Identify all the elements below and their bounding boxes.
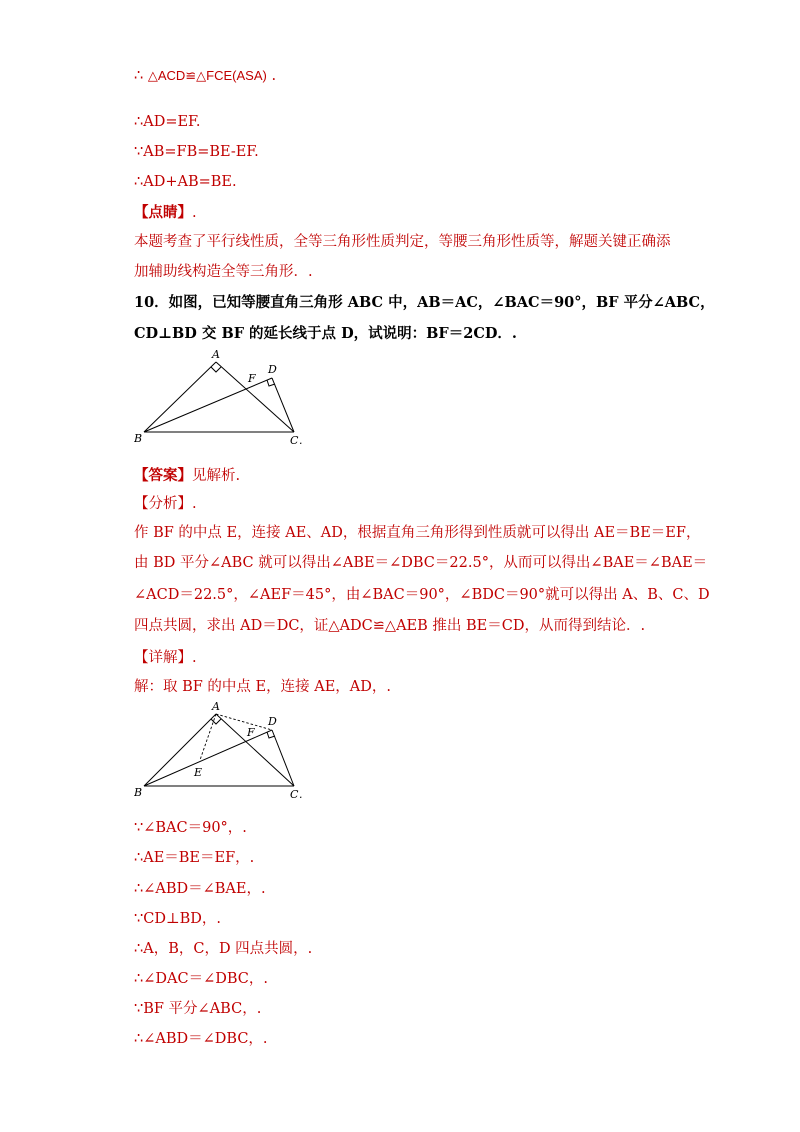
analysis-para-2: 由 BD 平分∠ABC 就可以得出∠ABE＝∠DBC＝22.5°，从而可以得出∠BAE＝∠BAE＝ <box>134 555 708 571</box>
label-a: A <box>212 348 220 361</box>
step-7: ∵BF 平分∠ABC，. <box>134 1001 262 1017</box>
analysis-para-4: 四点共圆，求出 AD＝DC，证△ADC≌△AEB 推出 BE＝CD，从而得到结论．. <box>134 618 646 634</box>
step-5: ∴A，B，C，D 四点共圆，. <box>134 941 313 957</box>
dianjing-para-2: 加辅助线构造全等三角形．. <box>134 264 313 280</box>
analysis-para-3: ∠ACD＝22.5°，∠AEF＝45°，由∠BAC＝90°，∠BDC＝90°就可以得出 A、B、C、D <box>134 587 710 603</box>
label-c-2: C <box>290 788 299 801</box>
congruence-text: △ACD≌△FCE(ASA) <box>147 68 267 83</box>
step-2: ∴AE＝BE＝EF，. <box>134 850 255 866</box>
dianjing-label: 【点睛】 <box>134 204 192 221</box>
label-c: C <box>290 434 299 446</box>
problem-line-2: CD⊥BD 交 BF 的延长线于点 D，试说明：BF＝2CD．. <box>134 325 517 342</box>
step-6: ∴∠DAC＝∠DBC，. <box>134 971 268 987</box>
figure-dot: . <box>299 434 303 446</box>
label-d: D <box>268 363 277 376</box>
label-e-2: E <box>194 766 203 779</box>
answer-line <box>134 466 240 486</box>
label-d-2: D <box>268 715 277 728</box>
figure-triangle-1 <box>134 346 314 446</box>
figure-dot-2: . <box>299 788 303 801</box>
detail-heading: 【详解】. <box>134 650 197 666</box>
label-b: B <box>134 432 143 445</box>
line-ab-fb: ∵AB=FB=BE-EF. <box>134 144 259 160</box>
line-ad-ab: ∴AD+AB=BE. <box>134 174 237 190</box>
step-4: ∵CD⊥BD，. <box>134 911 221 927</box>
detail-intro: 解：取 BF 的中点 E，连接 AE，AD，. <box>134 679 391 695</box>
problem-line-1: 10．如图，已知等腰直角三角形 ABC 中，AB＝AC，∠BAC＝90°，BF 平分∠ABC， <box>134 294 715 311</box>
detail-label: 【详解】 <box>134 650 192 666</box>
step-8: ∴∠ABD＝∠DBC，. <box>134 1031 268 1047</box>
analysis-heading: 【分析】. <box>134 496 197 512</box>
figure-triangle-2 <box>134 698 314 804</box>
line-ad-ef: ∴AD=EF. <box>134 114 201 130</box>
dianjing-heading: 【点睛】. <box>134 204 197 221</box>
step-3: ∴∠ABD＝∠BAE，. <box>134 881 266 897</box>
answer-text: 见解析. <box>192 468 241 484</box>
step-1: ∵∠BAC＝90°，. <box>134 820 247 836</box>
dianjing-para-1: 本题考查了平行线性质，全等三角形性质判定，等腰三角形性质等，解题关键正确添 <box>134 234 671 250</box>
label-f: F <box>248 372 256 385</box>
answer-label: 【答案】 <box>134 467 192 484</box>
label-b-2: B <box>134 786 143 799</box>
congruence-line <box>134 66 276 86</box>
therefore-symbol: ∴ <box>134 68 144 84</box>
congruence-tail: . <box>271 68 277 84</box>
analysis-label: 【分析】 <box>134 496 192 512</box>
label-f-2: F <box>247 726 255 739</box>
label-a-2: A <box>212 700 220 713</box>
analysis-para-1: 作 BF 的中点 E，连接 AE、AD，根据直角三角形得到性质就可以得出 AE＝BE＝EF， <box>134 525 701 541</box>
